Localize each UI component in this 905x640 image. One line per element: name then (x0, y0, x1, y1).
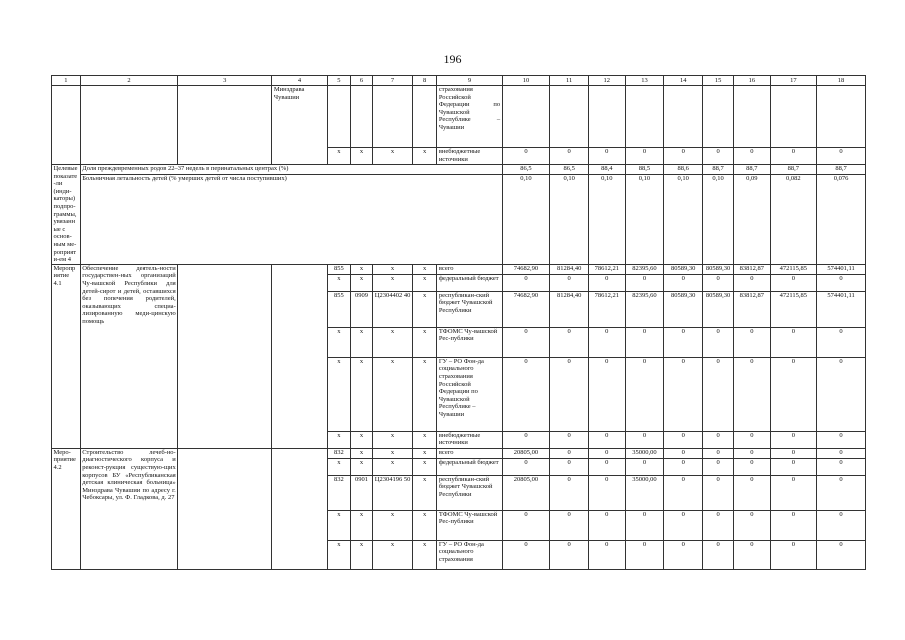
amount-cell: 0 (770, 274, 817, 291)
measure-description: Строительство лечеб-но-диагностического корпуса и реконст-рукция существую-щих корпусов БУ «Республиканская детская клиническая больница» Минздрава Чувашии по адресу г. Чебоксары, ул. Ф. Гладкова, д. 27 (80, 448, 177, 569)
kbk-section-cell: х (350, 458, 372, 475)
amount-cell: 80589,30 (664, 264, 703, 274)
amount-cell: 0 (589, 510, 626, 540)
funding-source-cell: всего (437, 448, 502, 458)
amount-cell: 74682,90 (502, 264, 550, 274)
kbk-type-cell: х (412, 540, 436, 569)
indicator-value: 88,7 (817, 165, 866, 175)
amount-empty-cell (550, 86, 589, 148)
kbk-grbs-cell: х (327, 274, 350, 291)
amount-empty-cell (734, 86, 771, 148)
amount-cell: 0 (817, 274, 866, 291)
indicator-value: 0,10 (550, 175, 589, 264)
kbk-type-cell: х (412, 274, 436, 291)
column-header: 18 (817, 76, 866, 86)
kbk-section-cell: х (350, 431, 372, 448)
funding-source-cell: федеральный бюджет (437, 274, 502, 291)
table-row (52, 86, 866, 148)
funding-source-cell: ГУ – РО Фон-да социального страхования Российской Федерации по Чувашской Республике – Чувашии (437, 357, 502, 431)
column-header: 14 (664, 76, 703, 86)
kbk-section-cell: 0909 (350, 291, 372, 327)
amount-cell: 0 (550, 458, 589, 475)
kbk-grbs-cell: х (327, 327, 350, 357)
indicator-value: 0,082 (770, 175, 817, 264)
funding-source-cell: федеральный бюджет (437, 458, 502, 475)
kbk-grbs-cell: 855 (327, 291, 350, 327)
amount-cell: 0 (817, 510, 866, 540)
kbk-type-cell: х (412, 448, 436, 458)
cont-cell-2 (80, 86, 177, 165)
amount-cell: 0 (589, 274, 626, 291)
amount-cell: 0 (770, 458, 817, 475)
amount-cell: 0 (502, 510, 550, 540)
amount-cell: 0 (770, 431, 817, 448)
table-row (52, 264, 866, 274)
kbk-target-cell: х (373, 274, 413, 291)
kbk-type-cell: х (412, 264, 436, 274)
table-row (52, 165, 866, 175)
amount-cell: 0 (625, 458, 664, 475)
funding-source-cell: ТФОМС Чу-вашской Рес-публики (437, 510, 502, 540)
amount-cell: 0 (817, 448, 866, 458)
indicator-text: Больничная летальность детей (% умерших детей от числа поступивших) (80, 175, 502, 264)
amount-cell: 0 (550, 448, 589, 458)
amount-cell: 0 (734, 448, 771, 458)
kbk-section-cell: х (350, 510, 372, 540)
amount-cell: 0 (703, 357, 734, 431)
amount-cell: 80589,30 (703, 291, 734, 327)
header-row (52, 76, 866, 86)
kbk-type-cell: х (412, 475, 436, 510)
indicator-value: 0,076 (817, 175, 866, 264)
funding-source-cell: внебюджетные источники (437, 431, 502, 448)
amount-cell: 0 (703, 431, 734, 448)
funding-source-cell: республикан-ский бюджет Чувашской Республики (437, 291, 502, 327)
indicator-value: 0,10 (703, 175, 734, 264)
amount-cell: 81284,40 (550, 291, 589, 327)
amount-cell: 0 (625, 274, 664, 291)
column-header: 6 (350, 76, 372, 86)
amount-cell: 574401,11 (817, 291, 866, 327)
amount-cell: 0 (703, 510, 734, 540)
column-header: 4 (272, 76, 327, 86)
budget-table (51, 75, 866, 570)
amount-cell: 0 (703, 274, 734, 291)
amount-cell: 0 (502, 327, 550, 357)
indicator-value: 0,10 (502, 175, 550, 264)
amount-empty-cell (703, 86, 734, 148)
amount-cell: 0 (817, 540, 866, 569)
amount-cell: 0 (550, 431, 589, 448)
amount-cell: 0 (625, 148, 664, 165)
amount-cell: 0 (625, 431, 664, 448)
amount-cell: 0 (703, 448, 734, 458)
kbk-section-cell: х (350, 540, 372, 569)
executor-cell: Минздрава Чувашии (272, 86, 327, 165)
amount-cell: 0 (817, 431, 866, 448)
amount-cell: 0 (664, 274, 703, 291)
indicator-value: 88,5 (625, 165, 664, 175)
targets-label: Целевые показате-ли (инди-каторы) подпро-граммы, увязанные с основ-ным ме-роприяти-ем 4 (52, 165, 81, 265)
amount-cell: 0 (502, 357, 550, 431)
kbk-target-cell: х (373, 264, 413, 274)
funding-source-cell: ТФОМС Чу-вашской Рес-публики (437, 327, 502, 357)
amount-empty-cell (770, 86, 817, 148)
amount-cell: 0 (589, 148, 626, 165)
kbk-type-cell: х (412, 291, 436, 327)
amount-cell: 0 (703, 327, 734, 357)
measure-description: Обеспечение деятель-ности государствен-ных организаций Чу-вашской Республики для детей-сирот и детей, оставшихся без попечения родителей, оказывающих специа-лизированную меди-цинскую помощь (80, 264, 177, 448)
amount-cell: 0 (589, 357, 626, 431)
column-header: 17 (770, 76, 817, 86)
amount-cell: 0 (734, 148, 771, 165)
amount-cell: 0 (550, 475, 589, 510)
amount-cell: 81284,40 (550, 264, 589, 274)
amount-cell: 0 (664, 327, 703, 357)
amount-cell: 20805,00 (502, 448, 550, 458)
kbk-target-cell: х (373, 448, 413, 458)
amount-cell: 80589,30 (664, 291, 703, 327)
amount-empty-cell (502, 86, 550, 148)
column-header: 16 (734, 76, 771, 86)
cont-cell-1 (52, 86, 81, 165)
kbk-empty-cell (412, 86, 436, 148)
amount-cell: 0 (502, 148, 550, 165)
page-number: 196 (443, 52, 462, 66)
kbk-grbs-cell: 832 (327, 475, 350, 510)
amount-cell: 0 (817, 148, 866, 165)
kbk-type-cell: х (412, 357, 436, 431)
amount-cell: 0 (734, 458, 771, 475)
amount-cell: 0 (664, 540, 703, 569)
amount-cell: 78612,21 (589, 291, 626, 327)
column-header: 8 (412, 76, 436, 86)
amount-cell: 0 (703, 475, 734, 510)
indicator-value: 0,10 (664, 175, 703, 264)
cont-cell-3 (178, 86, 272, 165)
amount-cell: 0 (770, 510, 817, 540)
amount-cell: 0 (770, 327, 817, 357)
kbk-grbs-cell: х (327, 357, 350, 431)
amount-cell: 0 (550, 540, 589, 569)
amount-cell: 20805,00 (502, 475, 550, 510)
funding-source-cell: страхования Российской Федерации по Чувашской Республике – Чувашии (437, 86, 502, 148)
kbk-grbs-cell: х (327, 431, 350, 448)
kbk-grbs-cell: х (327, 510, 350, 540)
amount-cell: 0 (664, 448, 703, 458)
amount-cell: 0 (817, 458, 866, 475)
indicator-value: 86,5 (550, 165, 589, 175)
amount-empty-cell (625, 86, 664, 148)
table-row (52, 175, 866, 264)
amount-cell: 0 (589, 431, 626, 448)
kbk-grbs-cell: х (327, 148, 350, 165)
amount-cell: 82395,60 (625, 264, 664, 274)
amount-cell: 35000,00 (625, 475, 664, 510)
amount-empty-cell (664, 86, 703, 148)
kbk-empty-cell (373, 86, 413, 148)
amount-cell: 0 (589, 475, 626, 510)
amount-cell: 0 (770, 475, 817, 510)
amount-cell: 0 (703, 540, 734, 569)
amount-cell: 80589,30 (703, 264, 734, 274)
indicator-value: 88,7 (734, 165, 771, 175)
kbk-target-cell: х (373, 327, 413, 357)
amount-cell: 0 (502, 431, 550, 448)
measure-label: Мероприятие 4.1 (52, 264, 81, 448)
amount-cell: 0 (550, 274, 589, 291)
amount-cell: 35000,00 (625, 448, 664, 458)
amount-cell: 0 (589, 458, 626, 475)
amount-cell: 0 (625, 357, 664, 431)
amount-empty-cell (589, 86, 626, 148)
amount-cell: 0 (550, 148, 589, 165)
funding-source-cell: ГУ – РО Фон-да социального страхования (437, 540, 502, 569)
amount-cell: 0 (770, 357, 817, 431)
column-header: 3 (178, 76, 272, 86)
column-header: 5 (327, 76, 350, 86)
amount-cell: 0 (734, 431, 771, 448)
amount-cell: 0 (770, 148, 817, 165)
kbk-type-cell: х (412, 510, 436, 540)
measure-label: Меро-приятие 4.2 (52, 448, 81, 569)
kbk-grbs-cell: х (327, 540, 350, 569)
amount-cell: 0 (770, 540, 817, 569)
amount-cell: 0 (664, 510, 703, 540)
amount-empty-cell (817, 86, 866, 148)
kbk-type-cell: х (412, 458, 436, 475)
amount-cell: 574401,11 (817, 264, 866, 274)
indicator-value: 0,10 (625, 175, 664, 264)
amount-cell: 0 (734, 274, 771, 291)
amount-cell: 0 (502, 458, 550, 475)
kbk-grbs-cell: 832 (327, 448, 350, 458)
kbk-target-cell: Ц2304196 50 (373, 475, 413, 510)
column-header: 13 (625, 76, 664, 86)
executor-cell (272, 448, 327, 569)
amount-cell: 74682,90 (502, 291, 550, 327)
indicator-value: 88,7 (770, 165, 817, 175)
amount-cell: 0 (664, 148, 703, 165)
amount-cell: 0 (625, 327, 664, 357)
kbk-section-cell: х (350, 264, 372, 274)
amount-cell: 0 (770, 448, 817, 458)
kbk-grbs-cell: х (327, 458, 350, 475)
kbk-target-cell: х (373, 357, 413, 431)
amount-cell: 82395,60 (625, 291, 664, 327)
kbk-empty-cell (327, 86, 350, 148)
amount-cell: 472115,85 (770, 264, 817, 274)
amount-cell: 0 (664, 475, 703, 510)
kbk-section-cell: 0901 (350, 475, 372, 510)
kbk-target-cell: х (373, 148, 413, 165)
indicator-value: 86,5 (502, 165, 550, 175)
amount-cell: 0 (589, 448, 626, 458)
funding-source-cell: внебюджетные источники (437, 148, 502, 165)
kbk-section-cell: х (350, 448, 372, 458)
amount-cell: 0 (589, 327, 626, 357)
kbk-section-cell: х (350, 274, 372, 291)
indicator-value: 88,6 (664, 165, 703, 175)
amount-cell: 0 (817, 357, 866, 431)
indicator-value: 0,09 (734, 175, 771, 264)
amount-cell: 0 (734, 510, 771, 540)
indicator-value: 0,10 (589, 175, 626, 264)
amount-cell: 0 (664, 357, 703, 431)
indicator-value: 88,4 (589, 165, 626, 175)
amount-cell: 0 (734, 357, 771, 431)
amount-cell: 0 (734, 327, 771, 357)
kbk-target-cell: х (373, 458, 413, 475)
column-header: 7 (373, 76, 413, 86)
column-header: 2 (80, 76, 177, 86)
amount-cell: 0 (550, 510, 589, 540)
funding-source-cell: всего (437, 264, 502, 274)
kbk-target-cell: х (373, 540, 413, 569)
kbk-target-cell: х (373, 431, 413, 448)
amount-cell: 0 (703, 458, 734, 475)
column-header: 1 (52, 76, 81, 86)
kbk-section-cell: х (350, 148, 372, 165)
executor-cell (272, 264, 327, 448)
amount-cell: 78612,21 (589, 264, 626, 274)
amount-cell: 0 (589, 540, 626, 569)
kbk-section-cell: х (350, 357, 372, 431)
amount-cell: 0 (734, 475, 771, 510)
amount-cell: 0 (734, 540, 771, 569)
amount-cell: 0 (817, 327, 866, 357)
kbk-grbs-cell: 855 (327, 264, 350, 274)
kbk-type-cell: х (412, 431, 436, 448)
column-header: 12 (589, 76, 626, 86)
kbk-type-cell: х (412, 327, 436, 357)
amount-cell: 0 (625, 540, 664, 569)
amount-cell: 0 (502, 540, 550, 569)
amount-cell: 0 (550, 357, 589, 431)
amount-cell: 0 (502, 274, 550, 291)
amount-cell: 0 (664, 458, 703, 475)
kbk-target-cell: х (373, 510, 413, 540)
kbk-empty-cell (350, 86, 372, 148)
amount-cell: 472115,85 (770, 291, 817, 327)
coexecutor-cell (178, 264, 272, 448)
funding-source-cell: республикан-ский бюджет Чувашской Республики (437, 475, 502, 510)
indicator-text: Доля преждевременных родов 22–37 недель в перинатальных центрах (%) (80, 165, 502, 175)
amount-cell: 0 (550, 327, 589, 357)
coexecutor-cell (178, 448, 272, 569)
kbk-section-cell: х (350, 327, 372, 357)
column-header: 9 (437, 76, 502, 86)
table-row (52, 448, 866, 458)
column-header: 10 (502, 76, 550, 86)
amount-cell: 0 (664, 431, 703, 448)
kbk-target-cell: Ц2304402 40 (373, 291, 413, 327)
amount-cell: 83812,87 (734, 264, 771, 274)
amount-cell: 0 (625, 510, 664, 540)
kbk-type-cell: х (412, 148, 436, 165)
column-header: 15 (703, 76, 734, 86)
indicator-value: 88,7 (703, 165, 734, 175)
amount-cell: 0 (817, 475, 866, 510)
amount-cell: 0 (703, 148, 734, 165)
column-header: 11 (550, 76, 589, 86)
amount-cell: 83812,87 (734, 291, 771, 327)
